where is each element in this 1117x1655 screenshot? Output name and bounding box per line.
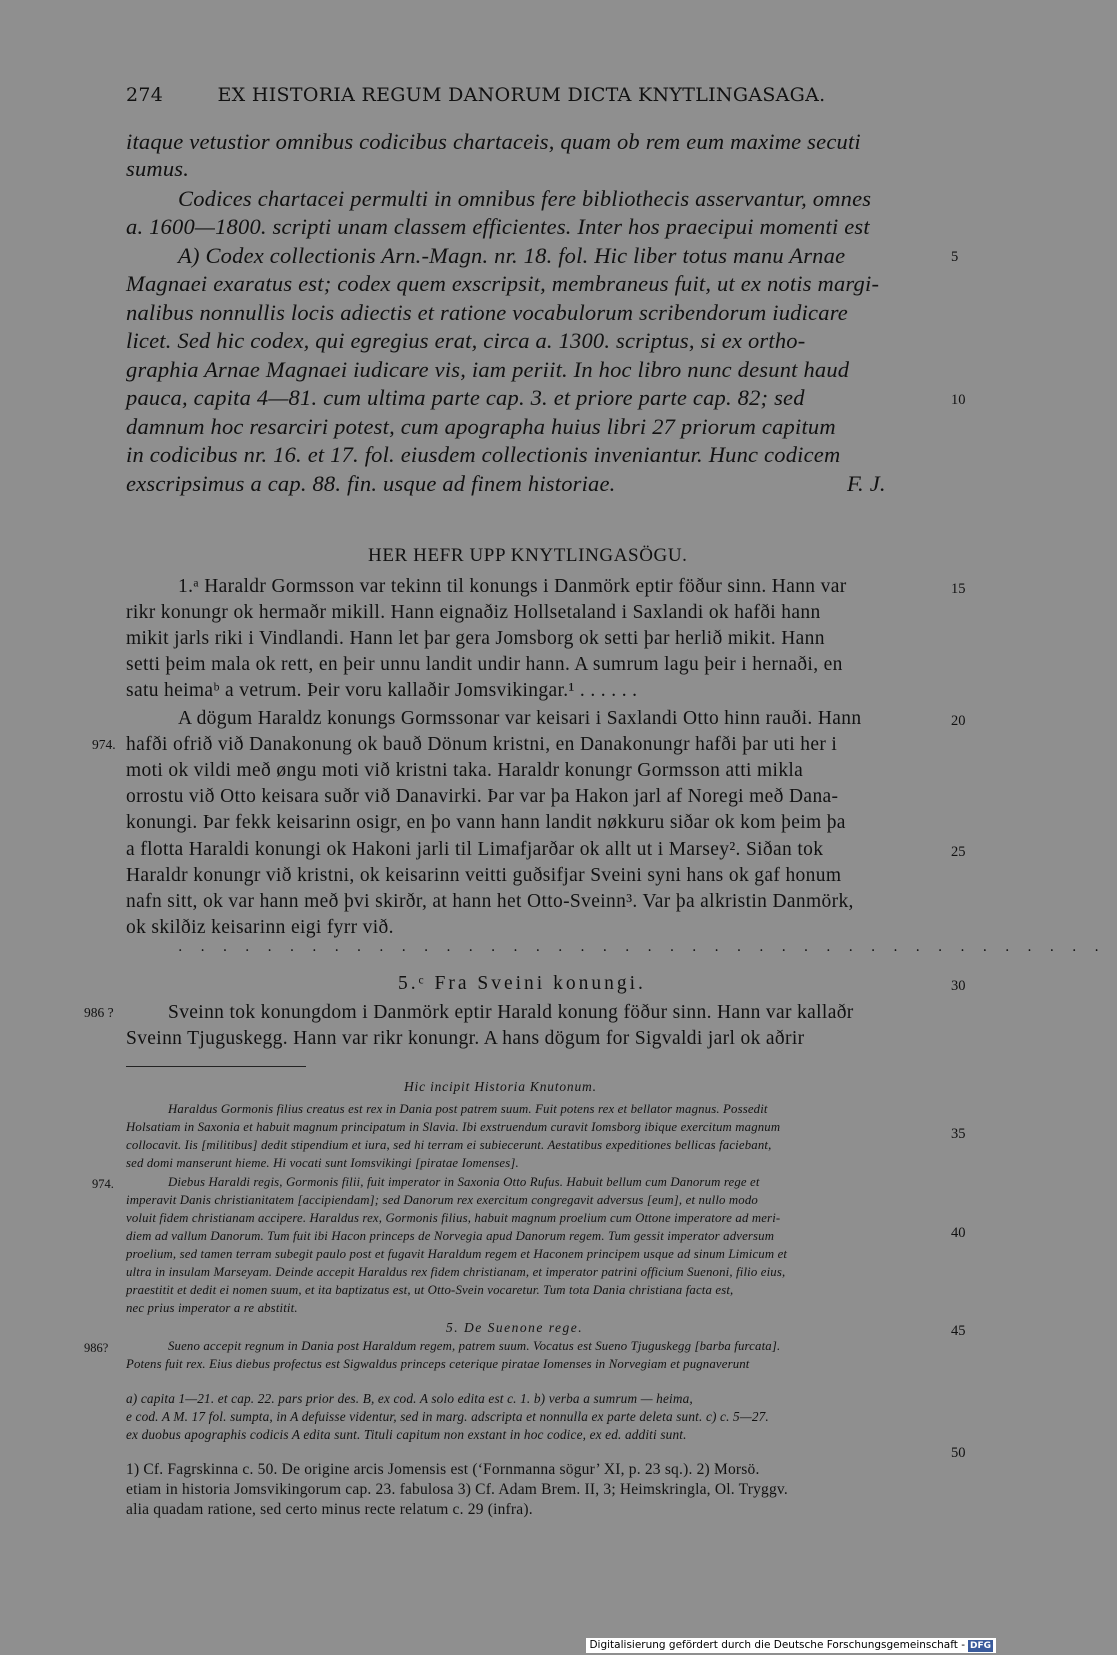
saga-line: orrostu við Otto keisara suðr við Danavirki. Þar var þa Hakon jarl af Noregi með Dana- (126, 786, 839, 807)
latin-chapter-title: 5. De Suenone rege. (446, 1320, 584, 1335)
latin-line: praestitit et dedit ei nomen suum, et ita baptizatus est, ut Otto-Svein vocaretur. Tum tota Dania christiana facta est, (126, 1283, 734, 1297)
chapter-line: Sveinn Tjuguskegg. Hann var rikr konungr. A hans dögum for Sigvaldi jarl ok aðrir (126, 1028, 805, 1049)
saga-line: ok skilðiz keisarinn eigi fyrr við. (126, 917, 394, 938)
latin-line: nec prius imperator a re abstitit. (126, 1301, 298, 1315)
credit-text: Digitalisierung gefördert durch die Deutsche Forschungsgemeinschaft - (589, 1639, 965, 1651)
intro-line: A) Codex collectionis Arn.-Magn. nr. 18. fol. Hic liber totus manu Arnae (178, 243, 846, 268)
line-number: 20 (951, 713, 966, 729)
intro-line: licet. Sed hic codex, qui egregius erat, circa a. 1300. scriptus, si ex ortho- (126, 328, 806, 353)
line-number: 40 (951, 1225, 966, 1241)
apparatus-line: e cod. A M. 17 fol. sumpta, in A defuisse videntur, sed in marg. adscripta et nonnulla ex parte deleta sunt. c) c. 5—27. (126, 1409, 769, 1424)
latin-line: sed domi manserunt hieme. Hi vocati sunt Iomsvikingi [piratae Iomenses]. (126, 1156, 519, 1170)
saga-line: setti þeim mala ok rett, en þeir unnu landit undir hann. A sumrum lagu þeir i hernaði, en (126, 654, 843, 675)
latin-line: Holsatiam in Saxonia et habuit magnum principatum in Slavia. Ibi exstruendum curavit Iomsborg ibique exercitum magnum (126, 1120, 781, 1134)
line-number: 30 (951, 978, 966, 994)
intro-line: a. 1600—1800. scripti unam classem efficientes. Inter hos praecipui momenti est (126, 214, 870, 239)
latin-line: diem ad vallum Danorum. Tum fuit ibi Hacon princeps de Norvegia apud Danorum regem. Tum gessit imperator adversum (126, 1229, 775, 1243)
latin-title: Hic incipit Historia Knutonum. (404, 1079, 597, 1094)
line-number: 5 (951, 249, 959, 265)
line-number: 25 (951, 844, 966, 860)
apparatus-line: a) capita 1—21. et cap. 22. pars prior des. B, ex cod. A solo edita est c. 1. b) verba a sumrum — heima, (126, 1391, 693, 1406)
section-title: HER HEFR UPP KNYTLINGASÖGU. (368, 545, 688, 566)
footnote-divider (126, 1066, 306, 1067)
line-number: 10 (951, 392, 966, 408)
page-number: 274 (126, 84, 164, 106)
footnote-line: 1) Cf. Fagrskinna c. 50. De origine arcis Jomensis est (‘Fornmanna sögur’ XI, p. 23 sq.). 2) Morsö. (126, 1461, 760, 1478)
intro-line: damnum hoc resarciri potest, cum apographa huius libri 27 priorum capitum (126, 414, 836, 439)
line-number: 45 (951, 1323, 966, 1339)
margin-year: 974. (92, 737, 116, 752)
chapter-line: Sveinn tok konungdom i Danmörk eptir Harald konung föður sinn. Hann var kallaðr (168, 1002, 854, 1023)
running-header (126, 86, 826, 105)
running-title: EX HISTORIA REGUM DANORUM DICTA KNYTLINGASAGA. (217, 84, 826, 106)
saga-line: satu heimaᵇ a vetrum. Þeir voru kallaðir Jomsvikingar.¹ . . . . . . (126, 680, 638, 701)
margin-year: 986? (84, 1341, 109, 1355)
chapter-title: 5.ᶜ Fra Sveini konungi. (398, 973, 646, 994)
latin-line: proelium, sed tamen terram subegit paulo post et fugavit Haraldum regem et Haconem principem usque ad sinum Limicum et (126, 1247, 788, 1261)
digitization-credit (586, 1638, 996, 1653)
intro-line: nalibus nonnullis locis adiectis et ratione vocabulorum scribendorum iudicare (126, 300, 848, 325)
latin-line: Haraldus Gormonis filius creatus est rex in Dania post patrem suum. Fuit potens rex et bellator magnus. Possedit (168, 1102, 768, 1116)
dfg-logo: DFG (969, 1641, 991, 1651)
saga-line: nafn sitt, ok var hann með þvi skirðr, at hann het Otto-Sveinn³. Var þa alkristin Danmörk, (126, 891, 854, 912)
saga-line: konungi. Þar fekk keisarinn osigr, en þo vann hann landit nøkkuru siðar ok kom þeim þa (126, 812, 846, 833)
latin-line: Diebus Haraldi regis, Gormonis filii, fuit imperator in Saxonia Otto Rufus. Habuit bellum cum Danorum rege et (168, 1175, 760, 1189)
footnote-line: etiam in historia Jomsvikingorum cap. 23. fabulosa 3) Cf. Adam Brem. II, 3; Heimskringla, Ol. Tryggv. (126, 1481, 788, 1498)
saga-line: a flotta Haraldi konungi ok Hakoni jarli til Limafjarðar ok allt ut i Marsey². Siðan tok (126, 839, 824, 860)
intro-line: sumus. (126, 156, 190, 181)
intro-line: itaque vetustior omnibus codicibus chartaceis, quam ob rem eum maxime secuti (126, 129, 861, 154)
latin-line: collocavit. Iis [militibus] dedit stipendium et iura, sed hi terram ei subiecerunt. Aestatibus expeditiones bellicas faciebant, (126, 1138, 772, 1152)
line-number: 35 (951, 1126, 966, 1142)
intro-line: Magnaei exaratus est; codex quem exscripsit, membraneus fuit, ut ex notis margi- (126, 271, 880, 296)
intro-line: exscripsimus a cap. 88. fin. usque ad finem historiae. (126, 471, 616, 496)
intro-line: in codicibus nr. 16. et 17. fol. eiusdem collectionis inveniantur. Hunc codicem (126, 442, 841, 467)
intro-line: graphia Arnae Magnaei iudicare vis, iam periit. In hoc libro nunc desunt haud (126, 357, 850, 382)
intro-line: Codices chartacei permulti in omnibus fere bibliothecis asservantur, omnes (178, 186, 872, 211)
saga-line: rikr konungr ok hermaðr mikill. Hann eignaðiz Hollsetaland i Saxlandi ok hafði hann (126, 602, 821, 623)
latin-line: ultra in insulam Marseyam. Deinde accepit Haraldus rex fidem christianam, et imperator patrini officium Suenoni, filio eius, (126, 1265, 786, 1279)
latin-line: voluit fidem christianam accipere. Haraldus rex, Gormonis filius, habuit magnum proelium cum Ottone imperatore ad meri- (126, 1211, 781, 1225)
line-number: 50 (951, 1445, 966, 1461)
margin-year: 986 ? (84, 1005, 114, 1020)
omission-dots: .......................................... (178, 939, 1117, 955)
saga-line: moti ok vildi með øngu moti við kristni taka. Haraldr konungr Gormsson atti mikla (126, 760, 804, 781)
footnote-line: alia quadam ratione, sed certo minus recte relatum c. 29 (infra). (126, 1501, 533, 1518)
saga-line: mikit jarls riki i Vindlandi. Hann let þar gera Jomsborg ok setti þar herlið mikit. Hann (126, 628, 825, 649)
margin-year: 974. (92, 1177, 114, 1191)
saga-line: A dögum Haraldz konungs Gormssonar var keisari i Saxlandi Otto hinn rauði. Hann (178, 708, 862, 729)
latin-line: Potens fuit rex. Eius diebus profectus est Sigwaldus princeps ceterique piratae Iomenses in Norvegiam et pugnaverunt (126, 1357, 750, 1371)
apparatus-line: ex duobus apographis codicis A edita sunt. Tituli capitum non exstant in hoc codice, ex ed. additi sunt. (126, 1427, 687, 1442)
saga-line: Haraldr konungr við kristni, ok keisarinn veitti guðsifjar Sveini syni hans ok gaf honum (126, 865, 842, 886)
latin-line: Sueno accepit regnum in Dania post Haraldum regem, patrem suum. Vocatus est Sueno Tjuguskegg [barba furcata]. (168, 1339, 781, 1353)
intro-signature: F. J. (847, 471, 886, 496)
saga-line: 1.ᵃ Haraldr Gormsson var tekinn til konungs i Danmörk eptir föður sinn. Hann var (178, 576, 847, 597)
latin-line: imperavit Danis christianitatem [accipiendam]; sed Danorum rex exercitum congregavit adversus [eum], et nullo modo (126, 1193, 758, 1207)
line-number: 15 (951, 581, 966, 597)
intro-line: pauca, capita 4—81. cum ultima parte cap. 3. et priore parte cap. 82; sed (126, 385, 805, 410)
saga-line: hafði ofrið við Danakonung ok bauð Dönum kristni, en Danakonungr hafði þar uti her i (126, 734, 838, 755)
